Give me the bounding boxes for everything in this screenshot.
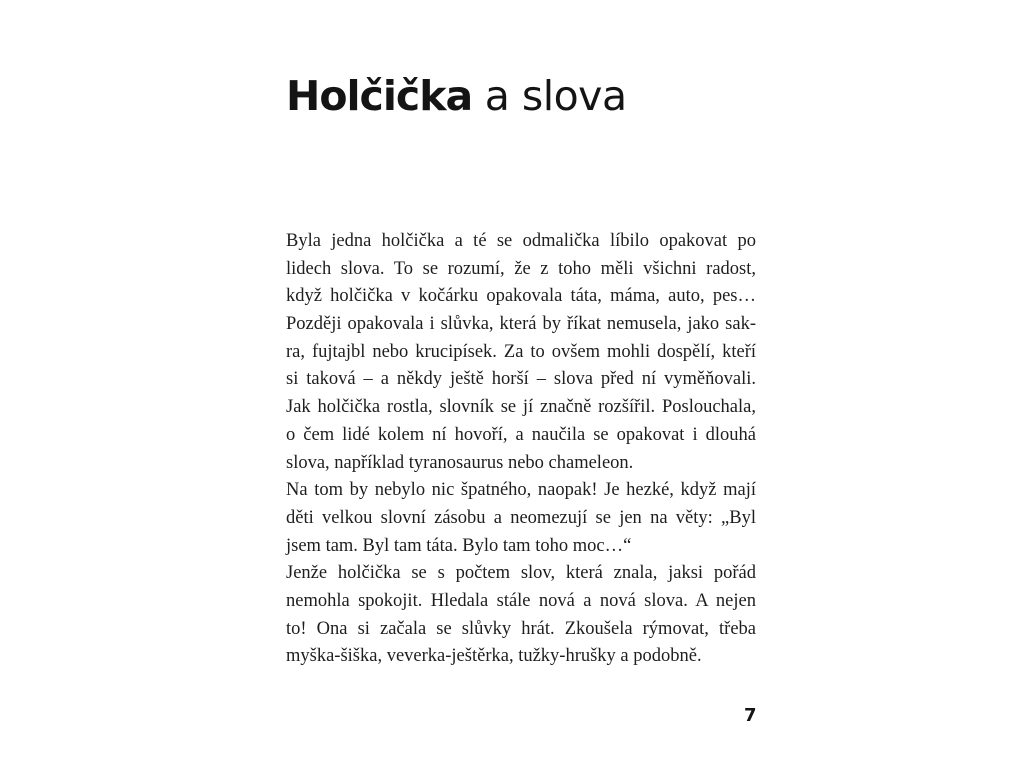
text-line: lidech slova. To se rozumí, že z toho měli všichni radost, [286, 258, 756, 279]
body-text [286, 228, 756, 671]
text-line: děti velkou slovní zásobu a neomezují se jen na věty: „Byl [286, 507, 756, 528]
text-line: Jenže holčička se s počtem slov, která znala, jaksi pořád [286, 563, 756, 584]
page-number: 7 [744, 705, 757, 726]
text-line: si taková – a někdy ještě horší – slova před ní vyměňovali. [286, 369, 756, 390]
text-line: když holčička v kočárku opakovala táta, máma, auto, pes… [286, 286, 756, 307]
text-line: Na tom by nebylo nic špatného, naopak! Je hezké, když mají [286, 480, 756, 501]
text-line: Jak holčička rostla, slovník se jí značně rozšířil. Poslouchala, [286, 397, 756, 418]
text-line: jsem tam. Byl tam táta. Bylo tam toho moc…“ [286, 535, 632, 556]
text-line: myška-šiška, veverka-ještěrka, tužky-hrušky a podobně. [286, 646, 702, 667]
chapter-title [286, 66, 627, 126]
text-line: nemohla spokojit. Hledala stále nová a nová slova. A nejen [286, 590, 756, 611]
text-line: o čem lidé kolem ní hovoří, a naučila se opakovat i dlouhá [286, 424, 756, 445]
text-line: ra, fujtajbl nebo krucipísek. Za to ovšem mohli dospělí, kteří [286, 341, 756, 362]
text-line: slova, například tyranosaurus nebo chameleon. [286, 452, 634, 473]
chapter-title-regular: a slova [484, 72, 627, 120]
text-line: to! Ona si začala se slůvky hrát. Zkoušela rýmovat, třeba [286, 618, 756, 639]
chapter-title-bold: Holčička [286, 72, 473, 120]
text-line: Později opakovala i slůvka, která by říkat nemusela, jako sak- [286, 314, 756, 335]
text-line: Byla jedna holčička a té se odmalička líbilo opakovat po [286, 231, 756, 251]
